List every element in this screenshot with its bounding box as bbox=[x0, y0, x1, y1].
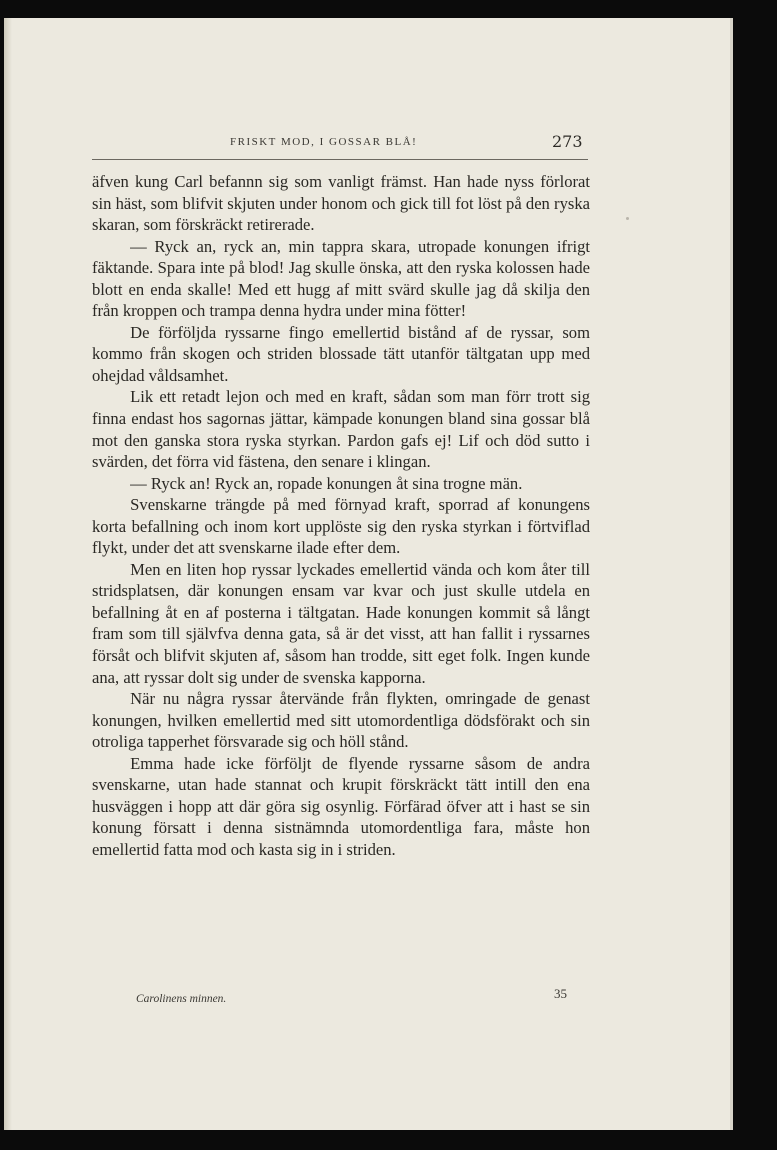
paragraph: Men en liten hop ryssar lyckades emellertid vända och kom åter till stridsplatsen, där konungen ensam var kvar och just skulle utdela en befallning åt en af posterna i tältgatan. Hade konungen kommit så långt fram som till självfva denna gata, så är det visst, att han fallit i ryssarnes försåt och blifvit skjuten af, såsom han trodde, sitt eget folk. Ingen kunde ana, att ryssar dolt sig under de svenska kapporna. bbox=[92, 559, 590, 687]
book-page bbox=[4, 18, 733, 1130]
paragraph: Emma hade icke förföljt de flyende ryssarne såsom de andra svenskarne, utan hade stannat och krupit förskräckt tätt intill den ena husväggen i hopp att där göra sig osynlig. Förfärad öfver att i hast se sin konung försatt i denna sistnämnda utomordentliga fara, måste hon emellertid fatta mod och kasta sig in i striden. bbox=[92, 753, 590, 859]
paragraph: När nu några ryssar återvände från flykten, omringade de genast konungen, hvilken emellertid med sitt utomordentliga dödsförakt och sin otroliga tapperhet försvarade sig och höll stånd. bbox=[92, 689, 590, 752]
paragraph: — Ryck an! Ryck an, ropade konungen åt sina trogne män. bbox=[130, 473, 523, 493]
paragraph: — Ryck an, ryck an, min tappra skara, utropade konungen ifrigt fäktande. Spara inte på blod! Jag skulle önska, att den ryska kolossen hade blott en enda skalle! Med ett hugg af mitt svärd skulle jag då skilja den från kroppen och trampa denna hydra under mina fötter! bbox=[92, 236, 590, 321]
header-rule bbox=[92, 159, 588, 160]
page-number: 273 bbox=[552, 132, 583, 151]
paragraph: Svenskarne trängde på med förnyad kraft, sporrad af konungens korta befallning och inom kort upplöste sig den ryska styrkan i förtviflad flykt, under det att svenskarne ilade efter dem. bbox=[92, 495, 590, 558]
paragraph: äfven kung Carl befannn sig som vanligt främst. Han hade nyss förlorat sin häst, som blifvit skjuten under honom och gick till fot löst på den ryska skaran, som förskräckt retirerade. bbox=[92, 172, 590, 235]
page-gutter bbox=[4, 18, 12, 1130]
running-title: FRISKT MOD, I GOSSAR BLÅ! bbox=[230, 136, 418, 148]
paragraph: Lik ett retadt lejon och med en kraft, sådan som man förr trott sig finna endast hos sagornas jättar, kämpade konungen bland sina gossar blå mot den ganska stora ryska styrkan. Pardon gafs ej! Lif och död sutto i svärden, det förra vid fästena, den senare i klingan. bbox=[92, 387, 590, 472]
paragraph: De förföljda ryssarne fingo emellertid bistånd af de ryssar, som kommo från skogen och striden blossade tätt utanför tältgatan upp med ohejdad våldsamhet. bbox=[92, 322, 590, 385]
signature-number: 35 bbox=[554, 986, 567, 1001]
body-text bbox=[92, 171, 590, 861]
signature-mark: Carolinens minnen. bbox=[136, 993, 227, 1005]
paper-speck bbox=[626, 217, 629, 220]
